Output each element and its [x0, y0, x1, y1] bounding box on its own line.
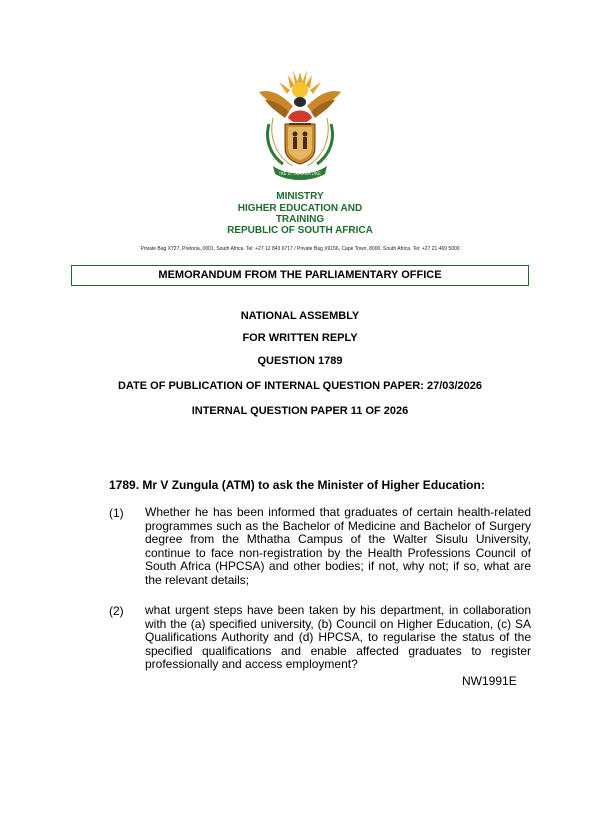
memo-title-box: MEMORANDUM FROM THE PARLIAMENTARY OFFICE — [71, 265, 529, 286]
reference-code: NW1991E — [462, 674, 517, 688]
item-text: what urgent steps have been taken by his department, in collaboration with the (a) specified university, (b) Council on Higher Education, (c) SA Qualifications Authority and (d) HPCSA, to regularise the status of the specified qualifications and enable affected graduates to register professionally and access employment? — [145, 603, 531, 671]
question-number-line: QUESTION 1789 — [257, 355, 343, 367]
ministry-line-3: TRAINING — [275, 214, 325, 225]
ministry-line-1: MINISTRY — [276, 191, 324, 202]
question-paper-line: INTERNAL QUESTION PAPER 11 OF 2026 — [191, 405, 409, 417]
publication-date-line: DATE OF PUBLICATION OF INTERNAL QUESTION PAPER: 27/03/2026 — [117, 380, 483, 392]
written-reply-line: FOR WRITTEN REPLY — [242, 332, 358, 344]
question-heading: 1789. Mr V Zungula (ATM) to ask the Minister of Higher Education: — [109, 478, 485, 492]
coat-of-arms-emblem — [253, 66, 347, 182]
national-assembly-line: NATIONAL ASSEMBLY — [240, 310, 360, 322]
item-text: Whether he has been informed that graduates of certain health-related programmes such as the Bachelor of Medicine and Bachelor of Surgery degree from the Mthatha Campus of the Walter Sisulu University, continue to face non-registration by the Health Professions Council of South Africa (HPCSA) and other bodies; if not, why not; if so, what are the relevant details; — [145, 505, 531, 587]
ministry-line-4: REPUBLIC OF SOUTH AFRICA — [227, 225, 373, 236]
crest-motto: !KE E: /XARRA //KE — [279, 172, 321, 177]
ministry-address: Private Bag X727, Pretoria, 0001, South Africa. Tel: +27 12 843 6717 / Private Bag X9156, Cape Town, 8000, South Africa. Tel: +27 21 469 5000 — [140, 246, 460, 252]
item-number: (2) — [109, 604, 124, 618]
ministry-line-2: HIGHER EDUCATION AND — [237, 203, 363, 214]
item-number: (1) — [109, 506, 124, 520]
